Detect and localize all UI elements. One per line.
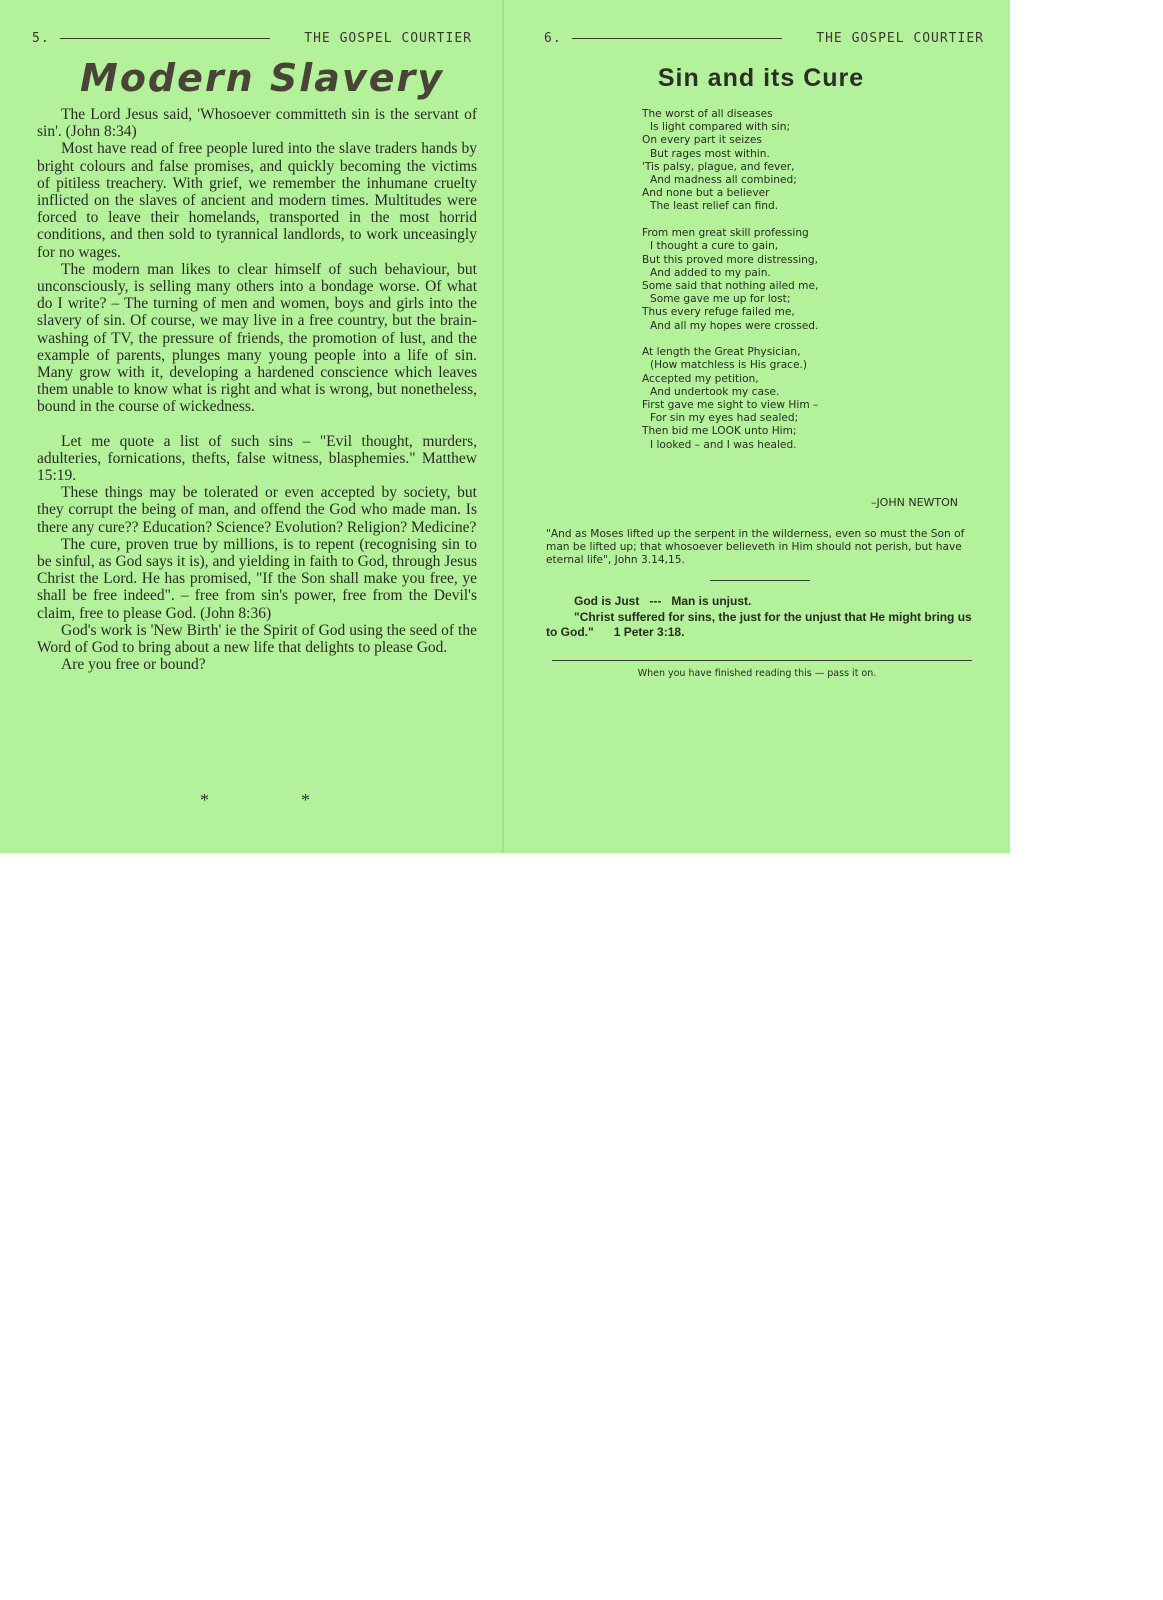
- poem-title: Sin and its Cure: [657, 64, 865, 92]
- poem-line: Accepted my petition,: [642, 372, 759, 385]
- poem-line: For sin my eyes had sealed;: [650, 412, 799, 425]
- right-page: [504, 0, 1010, 853]
- quote-text-wrap: [546, 610, 986, 640]
- just-right: Man is unjust.: [671, 594, 752, 608]
- poem-line: Some said that nothing ailed me,: [642, 279, 819, 292]
- end-ornament: [200, 790, 310, 811]
- poem-line: Is light compared with sin;: [650, 121, 791, 134]
- short-divider: [710, 580, 810, 581]
- header-rule: [60, 38, 271, 39]
- article-body: [37, 106, 477, 674]
- just-separator: ---: [649, 594, 662, 608]
- poem-line: Some gave me up for lost;: [650, 293, 791, 306]
- paragraph: These things may be tolerated or even accepted by society, but they corrupt the being of man, and offend the God who made man. Is there any cure?? Education? Science? Evolution? Religion? Medicine?: [37, 484, 477, 536]
- paragraph: Most have read of free people lured into the slave traders hands by bright colours and false promises, and quickly becoming the victims of pitiless treachery. With grief, we remember the inhumane cruelty inflicted on the slaves of ancient and modern times. Multitudes were forced to leave their homelands, transported in the most horrid conditions, and then sold to tyrannical landlords, to work unceasingly for no wages.: [37, 140, 477, 261]
- stanza: [642, 227, 902, 333]
- stanza: [642, 108, 902, 214]
- poem-line: 'Tis palsy, plague, and fever,: [642, 160, 795, 173]
- paragraph: Let me quote a list of such sins – "Evil thought, murders, adulteries, fornications, thefts, false witness, blasphemies." Matthew 15:19.: [37, 432, 477, 485]
- stanza: [642, 346, 902, 452]
- poem-line: And none but a believer: [642, 187, 770, 200]
- poem-line: The least relief can find.: [650, 200, 779, 213]
- quote-text: "Christ suffered for sins, the just for the unjust that He might bring us to God.": [546, 610, 972, 639]
- poem-line: Thus every refuge failed me,: [642, 306, 795, 319]
- header-rule: [572, 38, 783, 39]
- poem-line: I looked – and I was healed.: [650, 438, 797, 451]
- poem-line: (How matchless is His grace.): [650, 359, 808, 372]
- paragraph: The Lord Jesus said, 'Whosoever committeth sin is the servant of sin'. (John 8:34): [37, 106, 477, 141]
- poem-line: On every part it seizes: [642, 134, 762, 147]
- god-just-line: [574, 594, 751, 608]
- poem-line: But this proved more distressing,: [642, 253, 818, 266]
- paragraph: The modern man likes to clear himself of such behaviour, but unconsciously, is selling many others into a bondage worse. Of what do I write? – The turning of men and women, boys and girls into the slavery of sin. Of course, we may live in a free country, but the brain-washing of TV, the pressure of friends, the promotion of lust, and the example of parents, plunges many young people into a life of sin. Many grow with it, developing a hardened conscience which leaves them unable to know what is right and what is wrong, but nonetheless, bound in the course of wickedness.: [37, 260, 477, 416]
- running-title: THE GOSPEL COURTIER: [304, 30, 472, 46]
- scripture-quote: [546, 610, 986, 640]
- poem-line: And added to my pain.: [650, 266, 771, 279]
- poem-line: First gave me sight to view Him –: [642, 399, 819, 412]
- left-page: [0, 0, 502, 853]
- right-running-head: [544, 28, 984, 48]
- article-title: Modern Slavery: [80, 56, 445, 100]
- page-number: 6.: [544, 30, 562, 46]
- star-ornament: *: [301, 790, 310, 810]
- poem-line: I thought a cure to gain,: [650, 240, 779, 253]
- poem-line: At length the Great Physician,: [642, 346, 801, 359]
- poem: [642, 108, 902, 465]
- paragraph: God's work is 'New Birth' ie the Spirit of God using the seed of the Word of God to bring about a new life that delights to please God.: [37, 621, 477, 657]
- poem-line: And undertook my case.: [650, 385, 780, 398]
- poem-line: But rages most within.: [650, 147, 770, 160]
- star-ornament: *: [200, 790, 209, 810]
- poem-line: The worst of all diseases: [642, 108, 773, 120]
- running-title: THE GOSPEL COURTIER: [816, 30, 984, 46]
- left-running-head: [32, 28, 472, 48]
- quote-reference: 1 Peter 3:18.: [613, 625, 685, 639]
- paragraph: The cure, proven true by millions, is to repent (recognising sin to be sinful, as God says it is), and yielding in faith to God, through Jesus Christ the Lord. He has promised, "If the Son shall make you free, ye shall be free indeed". – free from sin's power, free from the Devil's claim, free to please God. (John 8:36): [37, 535, 477, 622]
- poem-line: From men great skill professing: [642, 227, 809, 240]
- poem-line: And all my hopes were crossed.: [650, 319, 819, 332]
- footer-note: When you have finished reading this — pass it on.: [637, 668, 877, 679]
- poem-line: Then bid me LOOK unto Him;: [642, 425, 797, 438]
- poem-attribution: –JOHN NEWTON: [870, 496, 958, 509]
- just-left: God is Just: [574, 594, 640, 608]
- page-number: 5.: [32, 30, 50, 46]
- scripture-verse: "And as Moses lifted up the serpent in the wilderness, even so must the Son of man be lifted up; that whosoever believeth in Him should not perish, but have eternal life", John 3.14,15.: [546, 528, 965, 566]
- booklet-spread: [0, 0, 1010, 853]
- paragraph: Are you free or bound?: [61, 656, 206, 674]
- long-divider: [552, 660, 972, 661]
- poem-line: And madness all combined;: [650, 174, 797, 187]
